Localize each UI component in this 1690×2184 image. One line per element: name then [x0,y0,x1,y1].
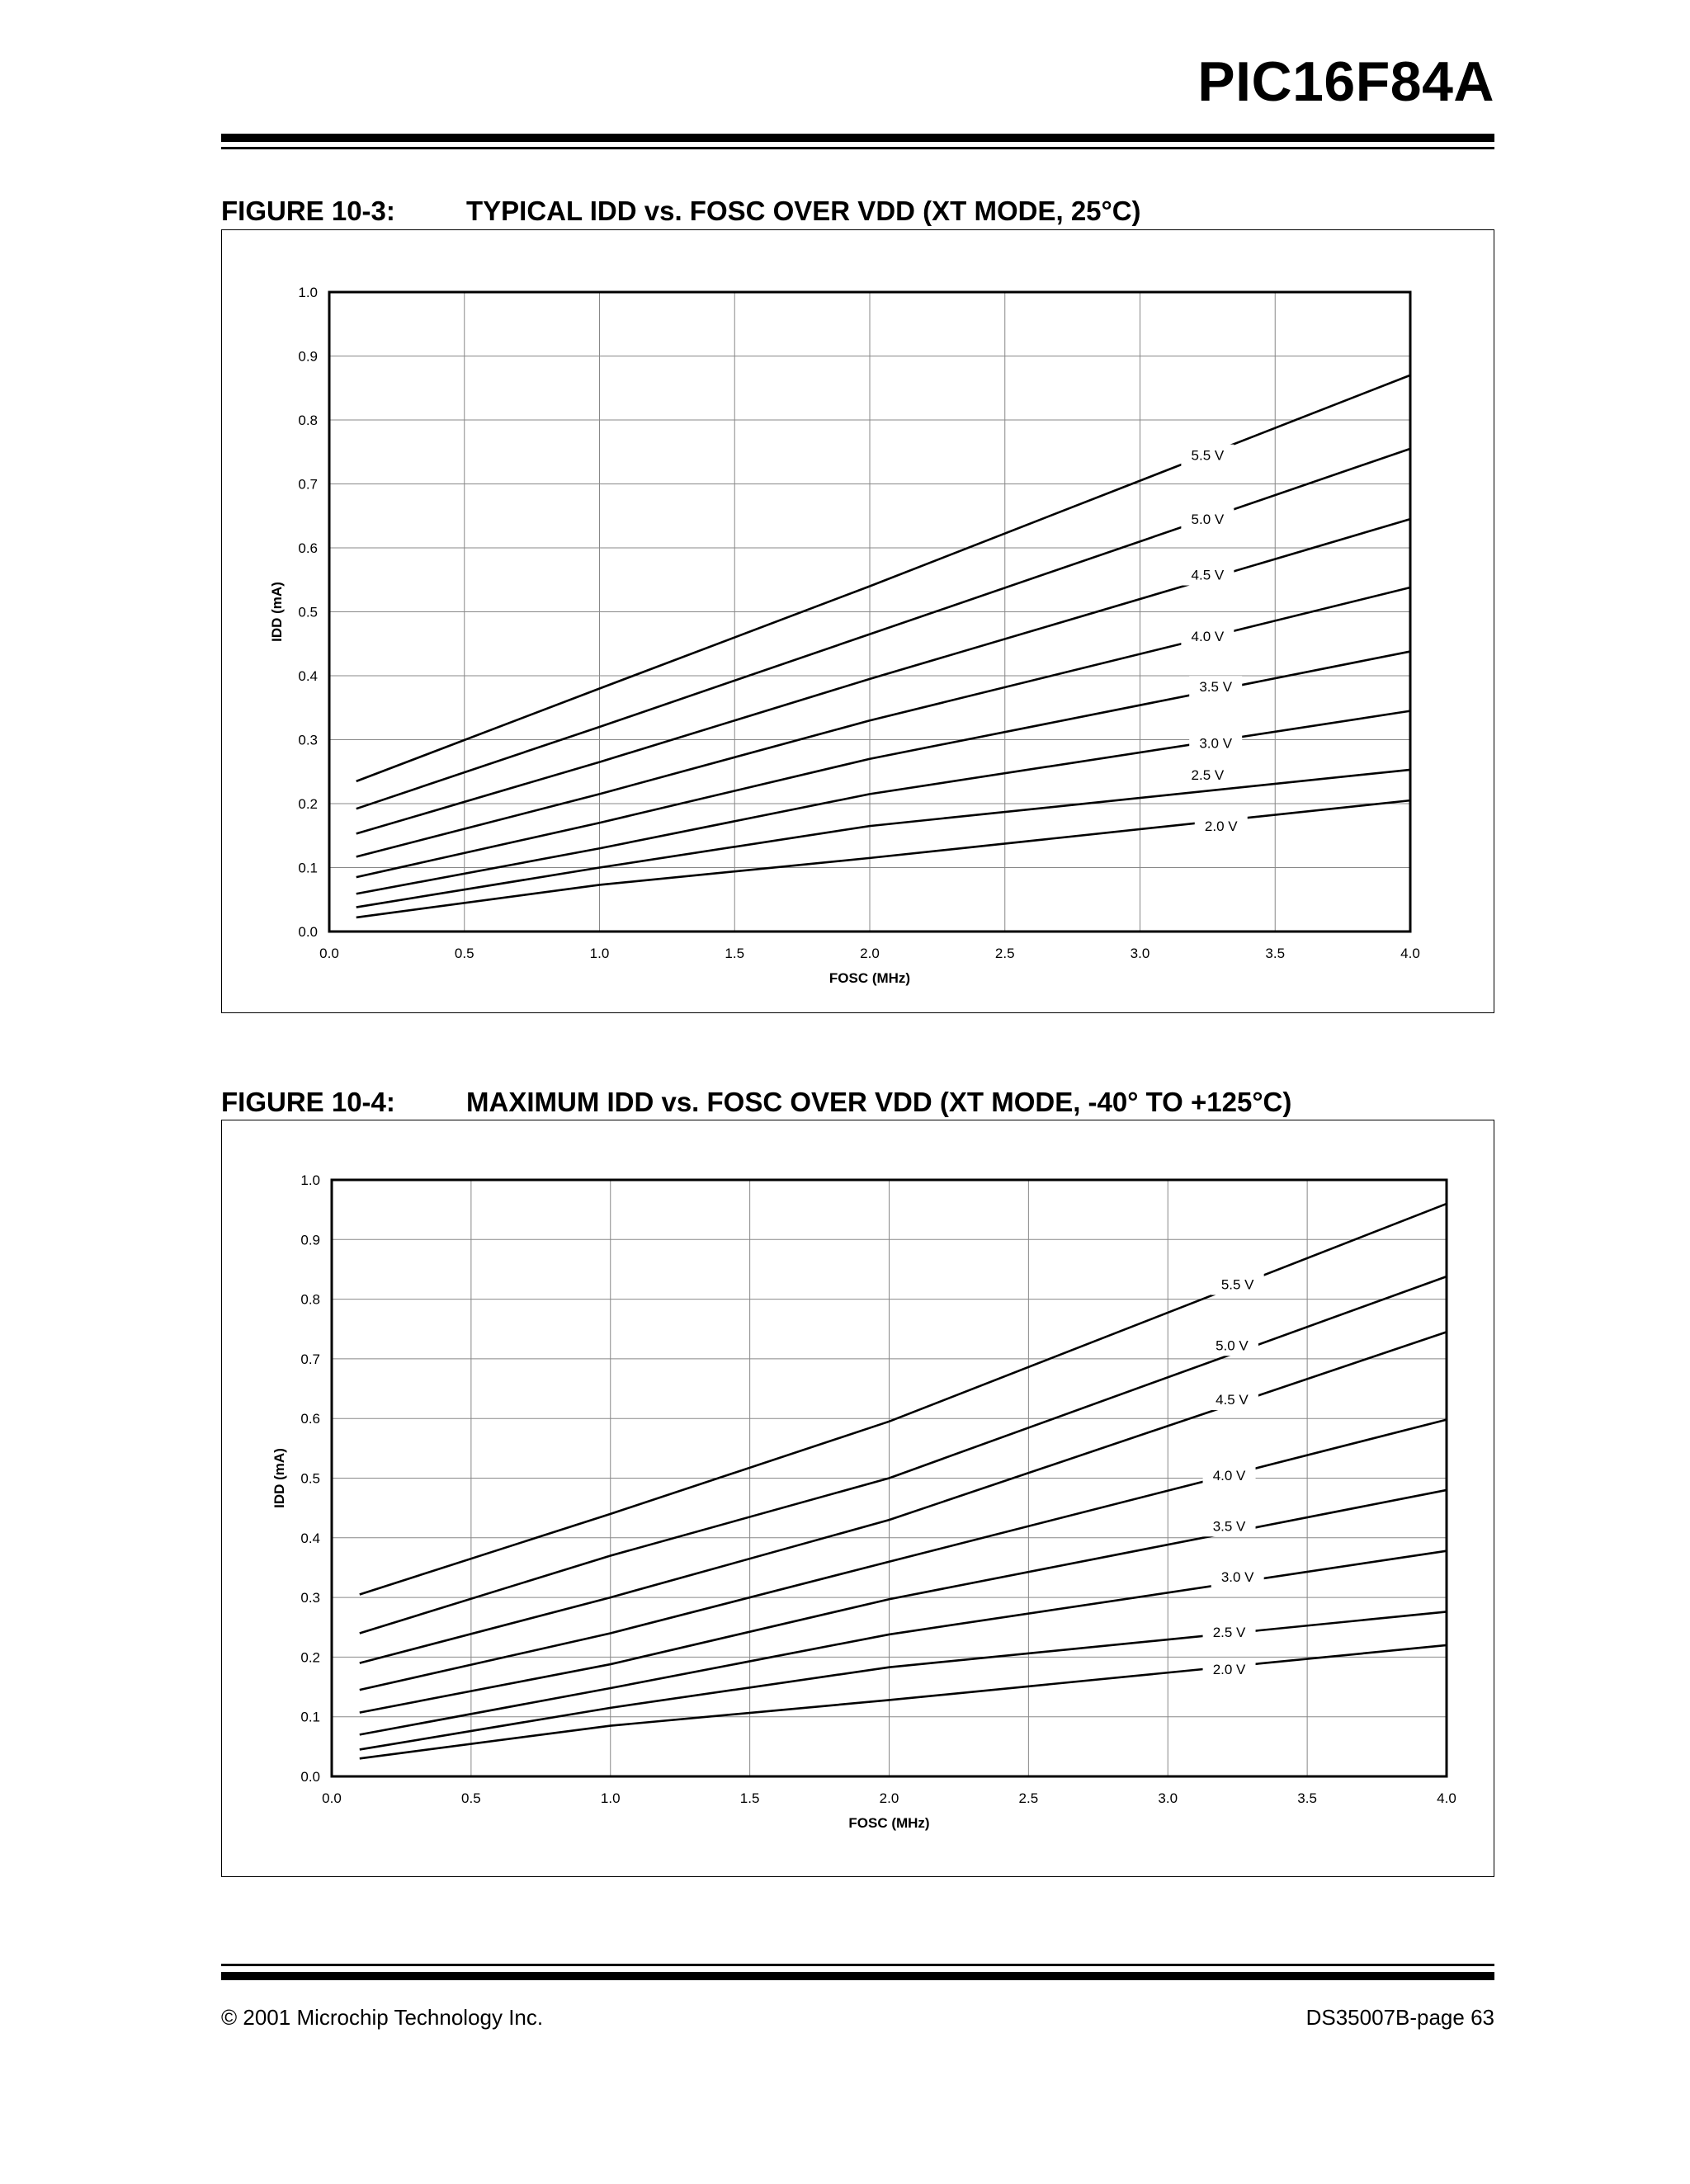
figure-10-3-box [221,229,1494,1013]
figure-number: FIGURE 10-4: [221,1087,395,1117]
y-tick-label: 0.9 [300,1232,320,1248]
y-tick-label: 1.0 [300,1172,320,1188]
y-tick-label: 0.7 [300,1351,320,1367]
x-tick-label: 0.5 [454,946,474,961]
y-tick-label: 0.5 [298,604,318,620]
series-label: 4.0 V [1212,1467,1246,1484]
series-label: 4.5 V [1216,1392,1249,1408]
x-tick-label: 1.0 [600,1790,621,1806]
series-line [356,449,1410,809]
series-line [356,375,1410,784]
y-axis-label: IDD (mA) [271,1448,287,1508]
y-tick-label: 0.0 [300,1769,320,1785]
series-label: 5.0 V [1191,512,1225,528]
figure-10-4-box [221,1120,1494,1877]
series-line [360,1204,1447,1595]
x-tick-label: 0.5 [461,1790,481,1806]
y-tick-label: 0.3 [300,1590,320,1606]
x-axis-label: FOSC (MHz) [828,970,911,986]
x-tick-label: 1.5 [739,1790,760,1806]
series-label: 5.0 V [1216,1337,1249,1354]
y-tick-label: 0.2 [298,796,318,812]
x-tick-label: 1.0 [589,946,610,961]
y-tick-label: 0.8 [300,1291,320,1308]
figure-title: TYPICAL IDD vs. FOSC OVER VDD (XT MODE, 25°C) [466,196,1141,226]
series-label: 3.0 V [1220,1568,1254,1585]
series-label: 5.5 V [1191,447,1225,464]
x-tick-label: 0.0 [322,1790,342,1806]
figure-10-4-caption [221,1087,1494,1120]
series-label: 3.5 V [1212,1518,1246,1535]
x-tick-label: 3.0 [1130,946,1150,961]
series-line [360,1645,1447,1758]
series-label: 5.5 V [1220,1276,1254,1293]
footer-rule-thin [221,1964,1494,1966]
series-label: 2.5 V [1191,767,1225,784]
x-tick-label: 2.0 [860,946,880,961]
series-line [360,1332,1447,1663]
y-tick-label: 0.3 [298,732,318,748]
figure-number: FIGURE 10-3: [221,196,395,226]
x-tick-label: 2.5 [1018,1790,1039,1806]
y-tick-label: 0.7 [298,476,318,493]
y-tick-label: 0.6 [300,1411,320,1427]
footer-rule-thick [221,1972,1494,1980]
x-tick-label: 2.0 [879,1790,899,1806]
figure-title: MAXIMUM IDD vs. FOSC OVER VDD (XT MODE, -40° TO +125°C) [466,1087,1292,1117]
series-line [356,711,1410,894]
header-rule-thick [221,134,1494,142]
y-tick-label: 0.9 [298,348,318,365]
document-title: PIC16F84A [1197,50,1494,113]
x-tick-label: 3.0 [1158,1790,1178,1806]
series-line [356,800,1410,917]
x-tick-label: 4.0 [1400,946,1420,961]
page-number: DS35007B-page 63 [1305,2005,1494,2030]
series-label: 2.0 V [1204,818,1238,835]
series-label: 2.5 V [1212,1625,1246,1641]
figure-10-3-caption [221,196,1494,229]
series-line [360,1420,1447,1691]
series-label: 3.0 V [1199,735,1233,752]
copyright-text: © 2001 Microchip Technology Inc. [221,2005,544,2030]
x-axis-label: FOSC (MHz) [848,1815,930,1831]
y-tick-label: 0.1 [300,1709,320,1725]
x-tick-label: 2.5 [994,946,1015,961]
series-line [356,652,1410,878]
y-tick-label: 0.4 [298,668,318,684]
series-line [360,1276,1447,1633]
x-tick-label: 4.0 [1437,1790,1456,1806]
maximum-idd-chart [222,1120,1493,1875]
series-line [360,1490,1447,1713]
y-tick-label: 0.5 [300,1470,320,1487]
series-label: 3.5 V [1199,679,1233,696]
y-tick-label: 0.2 [300,1649,320,1666]
y-tick-label: 0.1 [298,860,318,876]
series-line [356,770,1410,908]
x-tick-label: 3.5 [1297,1790,1317,1806]
y-axis-label: IDD (mA) [269,582,285,642]
series-line [360,1551,1447,1735]
x-tick-label: 3.5 [1265,946,1286,961]
x-tick-label: 0.0 [319,946,339,961]
header-rule-thin [221,147,1494,149]
series-label: 4.5 V [1191,567,1225,583]
y-tick-label: 0.8 [298,413,318,428]
series-label: 2.0 V [1212,1661,1246,1677]
series-label: 4.0 V [1191,628,1225,644]
y-tick-label: 0.6 [298,540,318,556]
y-tick-label: 1.0 [298,285,318,300]
y-tick-label: 0.0 [298,924,318,940]
x-tick-label: 1.5 [725,946,745,961]
y-tick-label: 0.4 [300,1530,320,1546]
typical-idd-chart [222,230,1493,1012]
